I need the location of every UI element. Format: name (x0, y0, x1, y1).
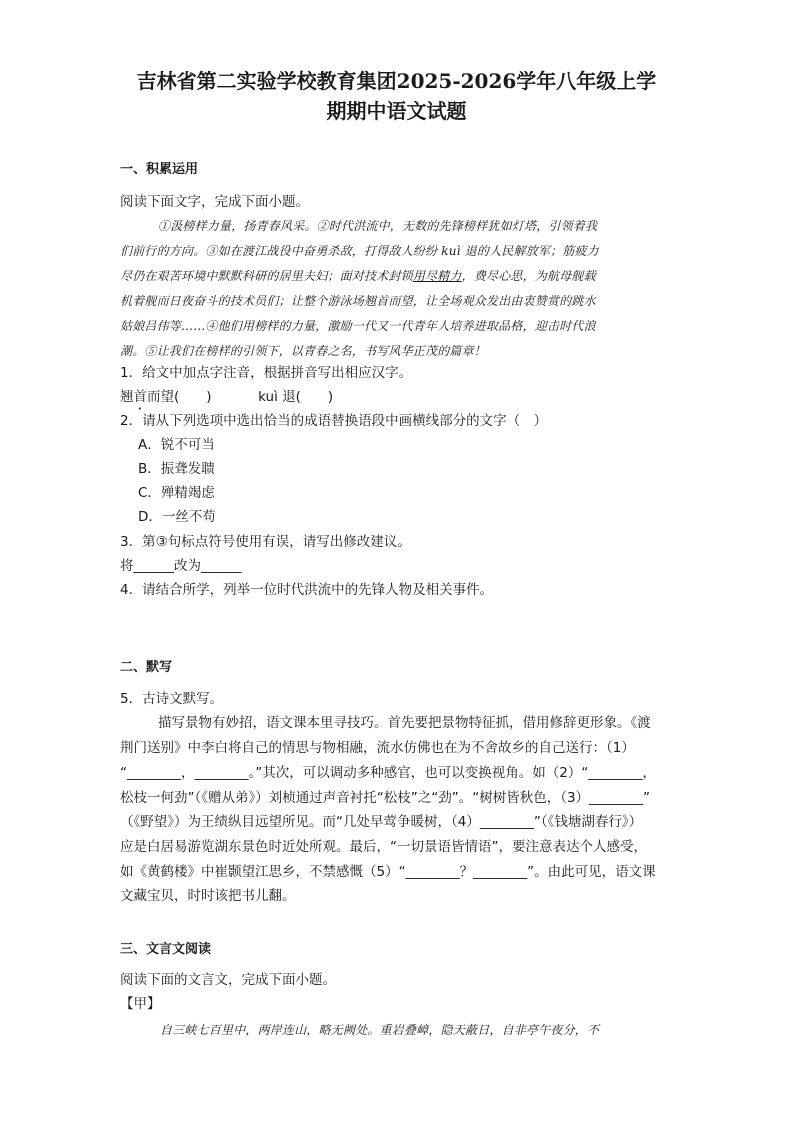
dictation-line-5: （《野望》）为王绩纵目远望所见。而“几处早莺争暖树，（4）________”（《钱塘湖春行》） (120, 814, 643, 830)
q1-blank-1-post: 而望( ) (147, 389, 212, 405)
dictation-line-1: 描写景物有妙招，语文课本里寻技巧。首先要把景物特征抓，借用修辞更形象。《渡 (158, 715, 651, 731)
dictation-line-8: 文藏宝贝，时时该把书儿翻。 (120, 888, 296, 904)
dictation-line-2: 荆门送别》中李白将自己的情思与物相融，流水仿佛也在为不舍故乡的自己送行：（1） (120, 740, 635, 756)
classical-text-line-1: 自三峡七百里中，两岸连山，略无阙处。重岩叠嶂，隐天蔽日，自非亭午夜分，不 (160, 1023, 600, 1037)
passage-line-4: 机着舰而日夜奋斗的技术员们；让整个游泳场翘首而望，让全场观众发出由衷赞赏的跳水 (120, 294, 596, 308)
passage-line-2: 们前行的方向。③如在渡江战役中奋勇杀敌，打得敌人纷纷 kuì 退的人民解放军；筋疲力 (120, 244, 599, 258)
document-title-line-2: 期期中语文试题 (326, 99, 467, 123)
section-heading-1: 一、积累运用 (120, 162, 199, 177)
passage-line-3 (120, 267, 596, 285)
question-2: 2．请从下列选项中选出恰当的成语替换语段中画横线部分的文字（ ） (120, 413, 548, 429)
passage-line-1: ①汲榜样力量，扬青春风采。②时代洪流中，无数的先锋榜样犹如灯塔，引领着我 (158, 219, 598, 233)
question-2-option-a: A．锐不可当 (138, 437, 215, 453)
dotted-character: 首 (133, 389, 147, 405)
question-2-option-c: C．殚精竭虑 (138, 485, 215, 501)
question-2-option-b: B．振聋发聩 (138, 461, 215, 477)
underlined-phrase: 用尽精力 (412, 269, 462, 283)
question-1-blanks (120, 388, 333, 413)
q1-blank-1-pre: 翘 (120, 389, 134, 405)
document-title-line-1: 吉林省第二实验学校教育集团2025-2026学年八年级上学 (136, 69, 657, 93)
passage-line-3-end: ，费尽心思，为航母舰载 (461, 269, 596, 283)
question-3-answer-line: 将______改为______ (120, 558, 242, 574)
text-label-jia: 【甲】 (120, 996, 161, 1012)
section-1-intro: 阅读下面文字，完成下面小题。 (120, 194, 309, 210)
passage-line-6: 潮。⑤让我们在榜样的引领下，以青春之名，书写风华正茂的篇章！ (120, 344, 487, 358)
section-3-intro: 阅读下面的文言文，完成下面小题。 (120, 972, 336, 988)
dictation-line-3: “________，________。”其次，可以调动多种感官，也可以变换视角。如（2）“________， (120, 765, 656, 781)
question-1: 1．给文中加点字注音，根据拼音写出相应汉字。 (120, 365, 413, 381)
passage-line-5: 姑娘吕伟等……④他们用榜样的力量，激励一代又一代青年人培养进取品格，迎击时代浪 (120, 319, 596, 333)
dictation-line-7: 如《黄鹤楼》中崔颢望江思乡，不禁感慨（5）“________？________”。由此可见，语文课 (120, 864, 656, 880)
question-4: 4．请结合所学，列举一位时代洪流中的先锋人物及相关事件。 (120, 582, 494, 598)
q1-blank-2: kuì 退( ) (258, 389, 334, 405)
question-3: 3．第③句标点符号使用有误，请写出修改建议。 (120, 534, 411, 550)
section-heading-2: 二、默写 (120, 660, 173, 675)
section-heading-3: 三、文言文阅读 (120, 942, 212, 957)
dictation-line-4: 松枝一何劲”（《赠从弟》）刘桢通过声音衬托“松枝”之“劲”。“树树皆秋色，（3）________” (120, 790, 651, 806)
passage-line-3-start: 尽仍在艰苦环境中默默科研的居里夫妇；面对技术封锁 (120, 269, 413, 283)
question-5: 5．古诗文默写。 (120, 691, 224, 707)
dictation-line-6: 应是白居易游览湖东景色时近处所观。最后，“一切景语皆情语”，要注意表达个人感受， (120, 839, 647, 855)
question-2-option-d: D．一丝不苟 (138, 509, 216, 525)
